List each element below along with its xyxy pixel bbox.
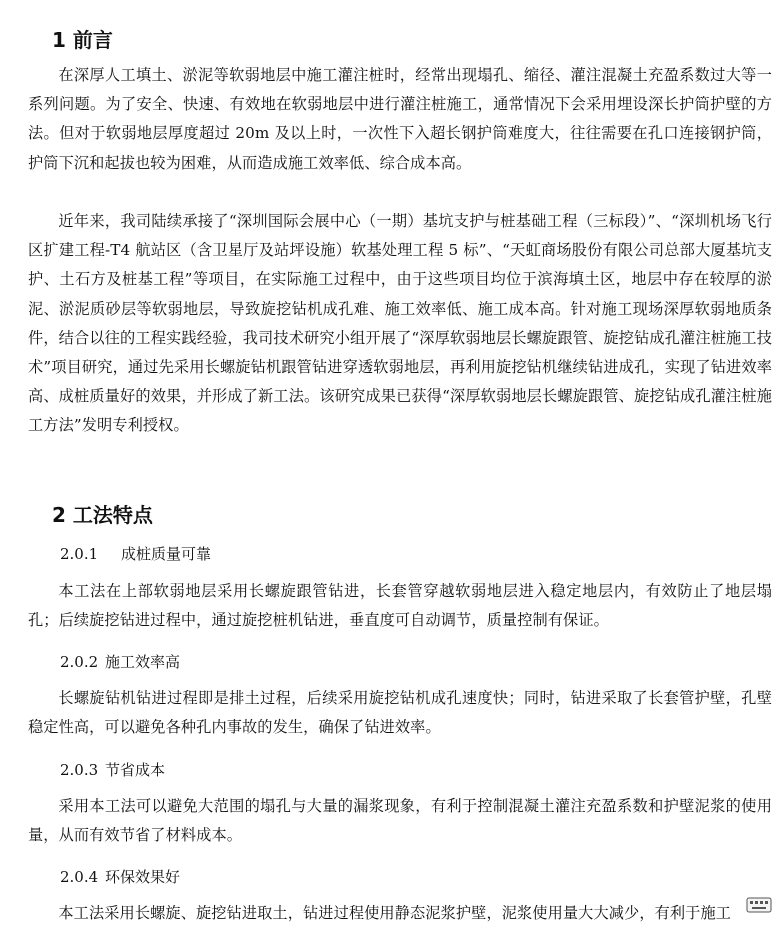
- subsection-number: 2.0.2: [60, 653, 99, 671]
- keyboard-icon[interactable]: [746, 897, 772, 913]
- subsection-number: 2.0.3: [60, 761, 99, 779]
- subsection-title: 施工效率高: [104, 653, 180, 671]
- section-1-paragraph-2: 近年来，我司陆续承接了“深圳国际会展中心（一期）基坑支护与桩基础工程（三标段）”、“深圳机场飞行区扩建工程-T4 航站区（含卫星厅及站坪设施）软基处理工程 5 标”、“天虹商场股份有限公司总部大厦基坑支护、土石方及桩基工程”等项目，在实际施工过程中，由于这些项目均位于滨海填土区，地层中存在较厚的淤泥、淤泥质砂层等软弱地层，导致旋挖钻机成孔难、施工效率低、施工成本高。针对施工现场深厚软弱地质条件，结合以往的工程实践经验，我司技术研究小组开展了“深厚软弱地层长螺旋跟管、旋挖钻成孔灌注桩施工技术”项目研究，通过先采用长螺旋钻机跟管钻进穿透软弱地层，再利用旋挖钻机继续钻进成孔，实现了钻进效率高、成桩质量好的效果，并形成了新工法。该研究成果已获得“深厚软弱地层长螺旋跟管、旋挖钻成孔灌注桩施工方法”发明专利授权。: [28, 212, 772, 435]
- subsection-2-0-3-text: 采用本工法可以避免大范围的塌孔与大量的漏浆现象，有利于控制混凝土灌注充盈系数和护壁泥浆的使用量，从而有效节省了材料成本。: [28, 797, 772, 845]
- subsection-2-0-1-heading: [60, 544, 211, 564]
- subsection-2-0-4-text: 本工法采用长螺旋、旋挖钻进取土，钻进过程使用静态泥浆护壁，泥浆使用量大大减少，有利于施工: [58, 904, 732, 922]
- section-2-heading: 2 工法特点: [52, 503, 153, 527]
- subsection-title: 节省成本: [104, 761, 165, 779]
- subsection-2-0-3-heading: [60, 760, 165, 780]
- subsection-number: 2.0.1: [60, 545, 99, 563]
- section-1-heading: 1 前言: [52, 28, 113, 52]
- subsection-2-0-4-heading: [60, 867, 180, 887]
- subsection-title: 成桩质量可靠: [120, 545, 211, 563]
- subsection-2-0-2-heading: [60, 652, 180, 672]
- subsection-number: 2.0.4: [60, 868, 99, 886]
- subsection-2-0-2-text: 长螺旋钻机钻进过程即是排土过程，后续采用旋挖钻机成孔速度快；同时，钻进采取了长套管护壁，孔壁稳定性高，可以避免各种孔内事故的发生，确保了钻进效率。: [28, 689, 772, 737]
- subsection-2-0-1-text: 本工法在上部软弱地层采用长螺旋跟管钻进，长套管穿越软弱地层进入稳定地层内，有效防止了地层塌孔；后续旋挖钻进过程中，通过旋挖桩机钻进，垂直度可自动调节，质量控制有保证。: [28, 582, 772, 630]
- section-1-paragraph-1: 在深厚人工填土、淤泥等软弱地层中施工灌注桩时，经常出现塌孔、缩径、灌注混凝土充盈系数过大等一系列问题。为了安全、快速、有效地在软弱地层中进行灌注桩施工，通常情况下会采用埋设深长护筒护壁的方法。但对于软弱地层厚度超过 20m 及以上时，一次性下入超长钢护筒难度大，往往需要在孔口连接钢护筒，护筒下沉和起拔也较为困难，从而造成施工效率低、综合成本高。: [28, 66, 772, 172]
- subsection-title: 环保效果好: [104, 868, 180, 886]
